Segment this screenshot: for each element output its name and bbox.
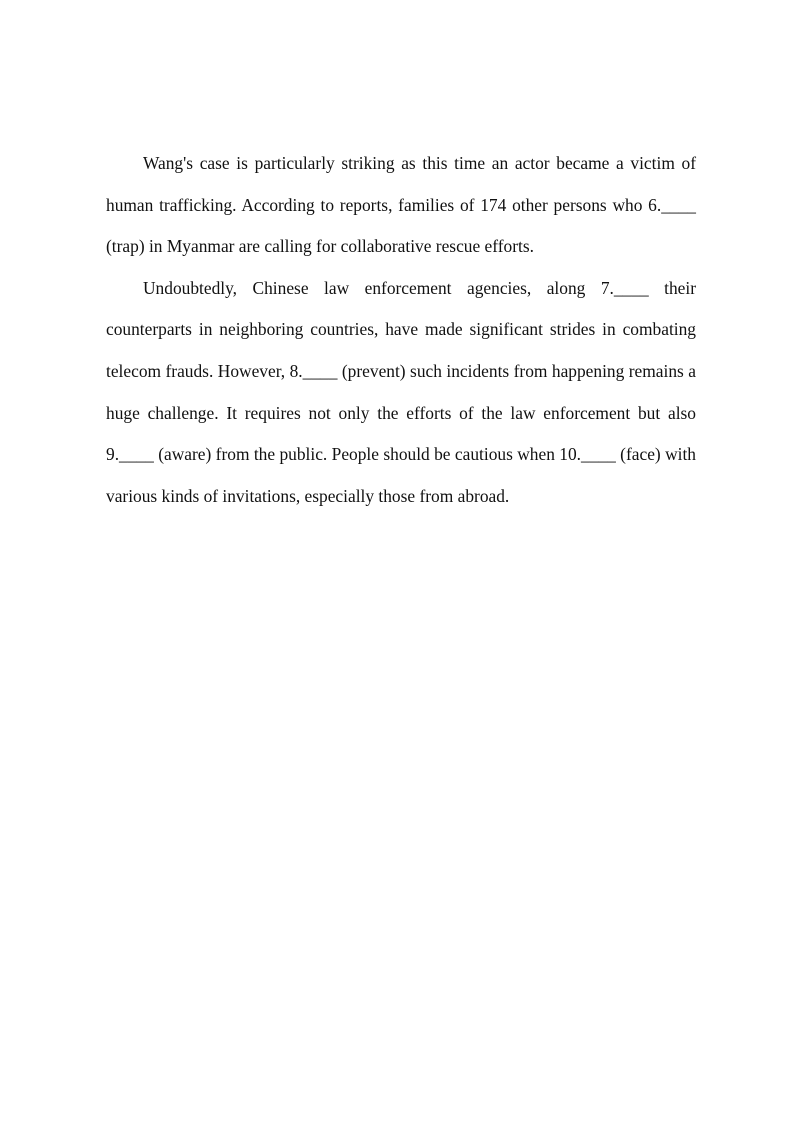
paragraph-2: Undoubtedly, Chinese law enforcement agencies, along 7.____ their counterparts in neighboring countries, have made significant strides in combating telecom frauds. However, 8.____ (prevent) such incidents from happening remains a huge challenge. It requires not only the efforts of the law enforcement but also 9.____ (aware) from the public. People should be cautious when 10.____ (face) with various kinds of invitations, especially those from abroad. (106, 277, 696, 506)
passage-text (106, 143, 696, 517)
paragraph-1: Wang's case is particularly striking as this time an actor became a victim of human trafficking. According to reports, families of 174 other persons who 6.____ (trap) in Myanmar are calling for collaborative rescue efforts. (106, 153, 696, 257)
